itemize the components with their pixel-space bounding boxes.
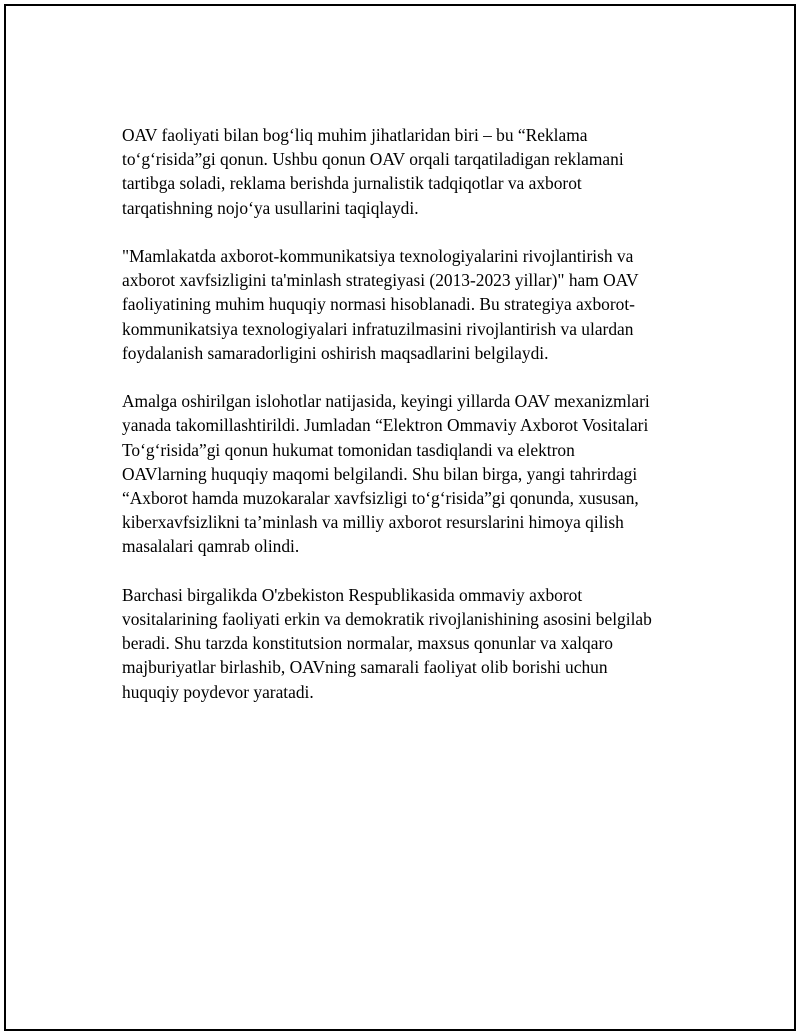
text-line: OAV faoliyati bilan bog‘liq muhim jihatlaridan biri – bu “Reklama [122,125,588,145]
paragraph-4 [122,583,682,704]
text-line: Amalga oshirilgan islohotlar natijasida, keyingi yillarda OAV mexanizmlari [122,391,650,412]
page-frame [4,4,796,1031]
document-body [122,123,682,728]
text-line: huquqiy poydevor yaratadi. [122,681,314,702]
text-line: axborot xavfsizligini ta'minlash strategiyasi (2013-2023 yillar)" ham OAV [122,270,639,291]
text-line: "Mamlakatda axborot-kommunikatsiya texnologiyalarini rivojlantirish va [122,246,634,266]
text-line: majburiyatlar birlashib, OAVning samarali faoliyat olib borishi uchun [122,657,608,678]
text-line: “Axborot hamda muzokaralar xavfsizligi to‘g‘risida”gi qonunda, xususan, [122,488,639,509]
text-line: vositalarining faoliyati erkin va demokratik rivojlanishining asosini belgilab [122,609,652,630]
text-line: faoliyatining muhim huquqiy normasi hisoblanadi. Bu strategiya axborot- [122,294,635,315]
text-line: To‘g‘risida”gi qonun hukumat tomonidan tasdiqlandi va elektron [122,439,575,460]
paragraph-3 [122,389,682,558]
text-line: kommunikatsiya texnologiyalari infratuzilmasini rivojlantirish va ulardan [122,318,634,339]
paragraph-2 [122,244,682,365]
text-line: tarqatishning nojo‘ya usullarini taqiqlaydi. [122,197,419,218]
text-line: masalalari qamrab olindi. [122,536,300,557]
text-line: foydalanish samaradorligini oshirish maqsadlarini belgilaydi. [122,342,549,363]
text-line: OAVlarning huquqiy maqomi belgilandi. Shu bilan birga, yangi tahrirdagi [122,463,638,484]
text-line: Barchasi birgalikda O'zbekiston Respublikasida ommaviy axborot [122,584,583,605]
text-line: yanada takomillashtirildi. Jumladan “Elektron Ommaviy Axborot Vositalari [122,415,649,436]
text-line: kiberxavfsizlikni ta’minlash va milliy axborot resurslarini himoya qilish [122,512,624,533]
text-line: beradi. Shu tarzda konstitutsion normalar, maxsus qonunlar va xalqaro [122,633,613,654]
text-line: to‘g‘risida”gi qonun. Ushbu qonun OAV orqali tarqatiladigan reklamani [122,149,624,170]
text-line: tartibga soladi, reklama berishda jurnalistik tadqiqotlar va axborot [122,173,582,194]
paragraph-1 [122,123,682,220]
